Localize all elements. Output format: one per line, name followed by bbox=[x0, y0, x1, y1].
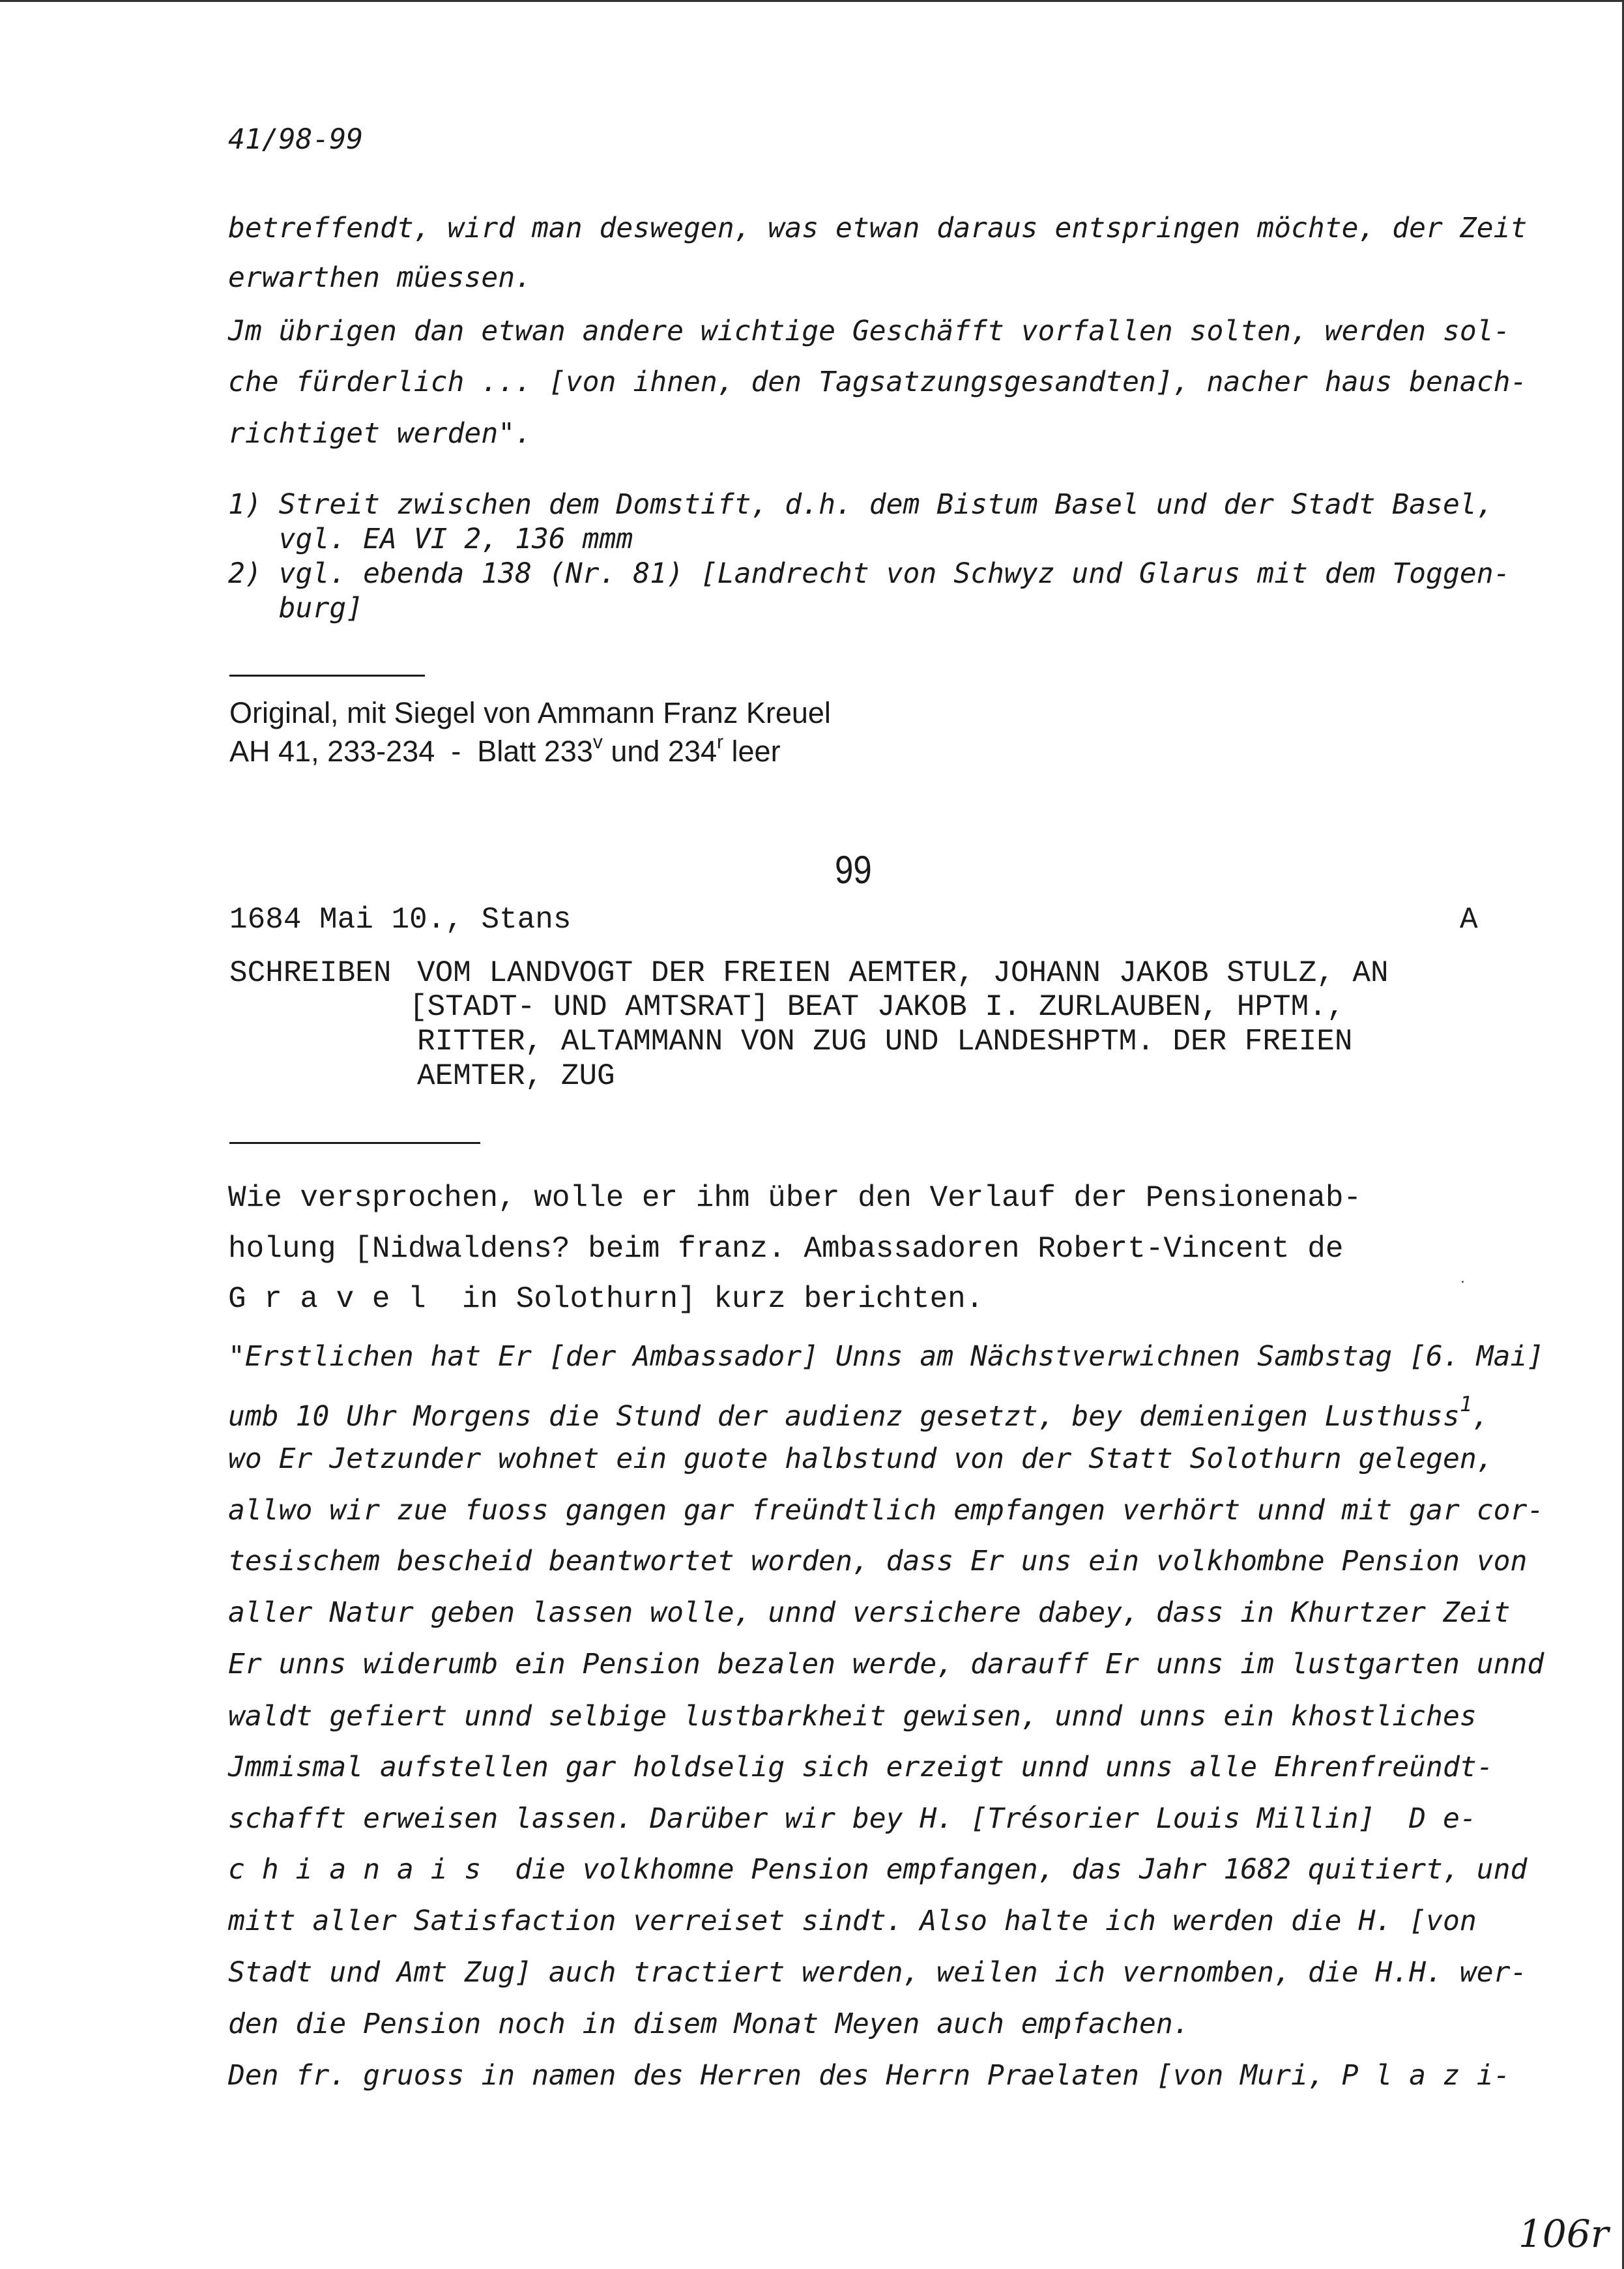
quote-line: Er unns widerumb ein Pension bezalen werde, darauff Er unns im lustgarten unnd bbox=[228, 1648, 1544, 1680]
quote-line: aller Natur geben lassen wolle, unnd versichere dabey, dass in Khurtzer Zeit bbox=[228, 1596, 1511, 1629]
page-top-edge bbox=[0, 0, 1624, 2]
heading-line: VOM LANDVOGT DER FREIEN AEMTER, JOHANN JAKOB STULZ, AN bbox=[417, 956, 1389, 990]
quote-line: den die Pension noch in disem Monat Meyen auch empfachen. bbox=[228, 2008, 1190, 2040]
quote-line: waldt gefiert unnd selbige lustbarkheit gewisen, unnd unns ein khostliches bbox=[228, 1700, 1477, 1733]
superscript-recto: r bbox=[717, 731, 724, 753]
heading-line: RITTER, ALTAMMANN VON ZUG UND LANDESHPTM. DER FREIEN bbox=[417, 1025, 1353, 1059]
superscript-verso: v bbox=[592, 731, 603, 753]
scan-speck bbox=[1462, 1281, 1464, 1283]
quote-line: c h i a n a i s die volkhomne Pension empfangen, das Jahr 1682 quitiert, und bbox=[228, 1853, 1528, 1886]
text-line: erwarthen müessen. bbox=[228, 261, 532, 294]
footnote-line: 2) vgl. ebenda 138 (Nr. 81) [Landrecht von Schwyz und Glarus mit dem Toggen- bbox=[228, 557, 1511, 590]
text-line: che fürderlich ... [von ihnen, den Tagsatzungsgesandten], nacher haus benach- bbox=[228, 366, 1528, 398]
heading-line: AEMTER, ZUG bbox=[417, 1059, 615, 1093]
quote-line: tesischem bescheid beantwortet worden, dass Er uns ein volkhombne Pension von bbox=[228, 1545, 1528, 1577]
document-letter: A bbox=[1460, 903, 1478, 937]
quote-line: Stadt und Amt Zug] auch tractiert werden, weilen ich vernomben, die H.H. wer- bbox=[228, 1956, 1528, 1989]
footnote-line: 1) Streit zwischen dem Domstift, d.h. dem Bistum Basel und der Stadt Basel, bbox=[228, 488, 1494, 521]
footnote-marker: 1 bbox=[1459, 1392, 1473, 1416]
source-note-part: und 234 bbox=[602, 735, 718, 768]
page-reference: 41/98-99 bbox=[228, 123, 364, 156]
footnote-line: burg] bbox=[228, 592, 364, 624]
quote-line: schafft erweisen lassen. Darüber wir bey H. [Trésorier Louis Millin] D e- bbox=[228, 1802, 1477, 1835]
quote-line: "Erstlichen hat Er [der Ambassador] Unns am Nächstverwichnen Sambstag [6. Mai] bbox=[228, 1340, 1544, 1373]
source-note-part: leer bbox=[723, 735, 781, 768]
summary-line: Wie versprochen, wolle er ihm über den Verlauf der Pensionenab- bbox=[228, 1181, 1362, 1215]
quote-part: , bbox=[1472, 1400, 1489, 1433]
source-note-line: Original, mit Siegel von Ammann Franz Kreuel bbox=[229, 696, 831, 729]
quote-line: mitt aller Satisfaction verreiset sindt. Also halte ich werden die H. [von bbox=[228, 1905, 1477, 1937]
date-place: 1684 Mai 10., Stans bbox=[229, 903, 572, 937]
quote-part: umb 10 Uhr Morgens die Stund der audienz gesetzt, bey demienigen Lusthuss bbox=[228, 1400, 1460, 1433]
document-number: 99 bbox=[835, 848, 872, 892]
section-divider bbox=[229, 675, 425, 677]
handwritten-folio-number: 106r bbox=[1518, 2212, 1609, 2256]
text-line: Jm übrigen dan etwan andere wichtige Geschäfft vorfallen solten, werden sol- bbox=[228, 315, 1511, 347]
quote-line bbox=[228, 1394, 1489, 1431]
quote-line: wo Er Jetzunder wohnet ein guote halbstund von der Statt Solothurn gelegen, bbox=[228, 1442, 1494, 1475]
summary-line: G r a v e l in Solothurn] kurz berichten. bbox=[228, 1282, 984, 1316]
quote-line: Jmmismal aufstellen gar holdselig sich erzeigt unnd unns alle Ehrenfreündt- bbox=[228, 1751, 1494, 1783]
source-note-line bbox=[229, 733, 781, 766]
quote-line: Den fr. gruoss in namen des Herren des Herrn Praelaten [von Muri, P l a z i- bbox=[228, 2059, 1511, 2092]
source-note-part: AH 41, 233-234 - Blatt 233 bbox=[229, 735, 593, 768]
text-line: betreffendt, wird man deswegen, was etwan daraus entspringen möchte, der Zeit bbox=[228, 212, 1528, 244]
heading-divider bbox=[229, 1142, 480, 1144]
heading-line: [STADT- UND AMTSRAT] BEAT JAKOB I. ZURLAUBEN, HPTM., bbox=[409, 990, 1345, 1024]
quote-line: allwo wir zue fuoss gangen gar freündtlich empfangen verhört unnd mit gar cor- bbox=[228, 1494, 1544, 1527]
summary-line: holung [Nidwaldens? beim franz. Ambassadoren Robert-Vincent de bbox=[228, 1232, 1344, 1266]
text-line: richtiget werden". bbox=[228, 417, 532, 450]
footnote-line: vgl. EA VI 2, 136 mmm bbox=[228, 523, 633, 555]
heading-label: SCHREIBEN bbox=[229, 956, 392, 990]
